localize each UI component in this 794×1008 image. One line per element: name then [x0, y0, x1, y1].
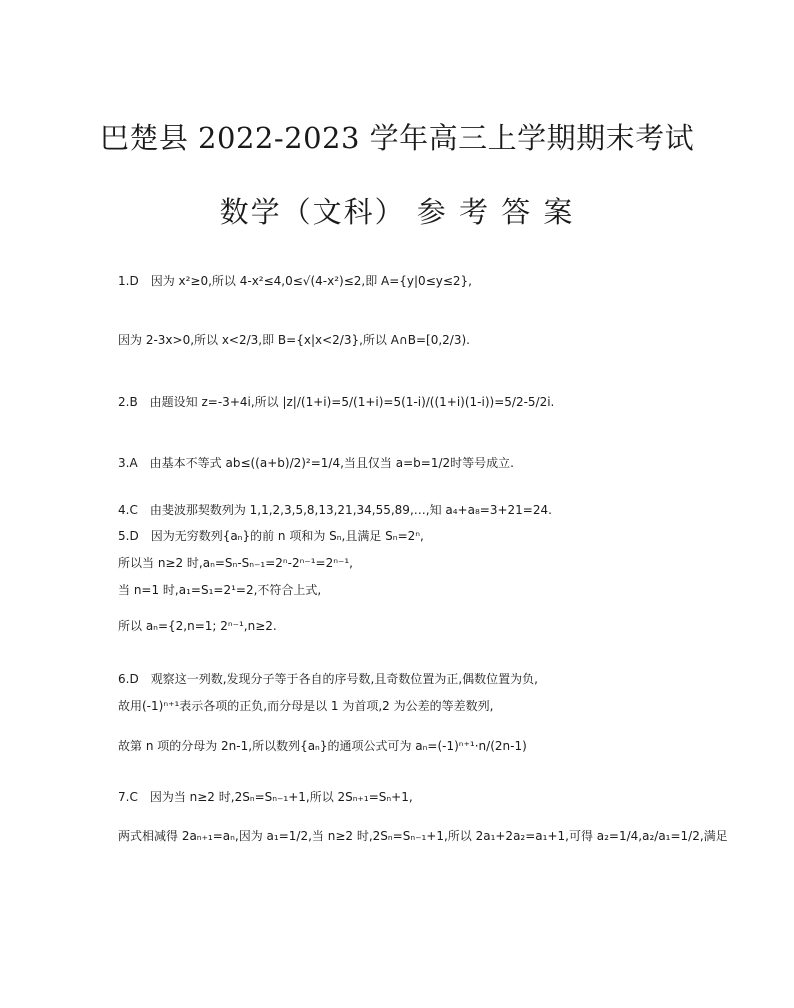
- answer-line-7: 所以当 n≥2 时,aₙ=Sₙ-Sₙ₋₁=2ⁿ-2ⁿ⁻¹=2ⁿ⁻¹,: [118, 556, 353, 570]
- answer-line-14: 两式相减得 2aₙ₊₁=aₙ,因为 a₁=1/2,当 n≥2 时,2Sₙ=Sₙ₋₁+1,所以 2a₁+2a₂=a₁+1,可得 a₂=1/4,a₂/a₁=1/2,满足: [118, 829, 728, 843]
- document-title: 巴楚县 2022-2023 学年高三上学期期末考试: [99, 121, 695, 155]
- answer-line-5: 4.C 由斐波那契数列为 1,1,2,3,5,8,13,21,34,55,89,…,知 a₄+a₈=3+21=24.: [118, 503, 552, 517]
- answer-line-3: 2.B 由题设知 z=-3+4i,所以 |z|/(1+i)=5/(1+i)=5(1-i)/((1+i)(1-i))=5/2-5/2i.: [118, 395, 555, 409]
- answer-line-12: 故第 n 项的分母为 2n-1,所以数列{aₙ}的通项公式可为 aₙ=(-1)ⁿ⁺¹·n/(2n-1): [118, 739, 527, 753]
- answer-line-4: 3.A 由基本不等式 ab≤((a+b)/2)²=1/4,当且仅当 a=b=1/2时等号成立.: [118, 456, 514, 470]
- answer-line-11: 故用(-1)ⁿ⁺¹表示各项的正负,而分母是以 1 为首项,2 为公差的等差数列,: [118, 699, 494, 713]
- answer-line-10: 6.D 观察这一列数,发现分子等于各自的序号数,且奇数位置为正,偶数位置为负,: [118, 672, 538, 686]
- answer-line-1: 1.D 因为 x²≥0,所以 4-x²≤4,0≤√(4-x²)≤2,即 A={y|0≤y≤2},: [118, 274, 472, 288]
- document-subtitle: 数学（文科） 参 考 答 案: [219, 195, 575, 229]
- answer-line-8: 当 n=1 时,a₁=S₁=2¹=2,不符合上式,: [118, 583, 322, 597]
- answer-line-2: 因为 2-3x>0,所以 x<2/3,即 B={x|x<2/3},所以 A∩B=[0,2/3).: [118, 333, 470, 347]
- answer-line-9: 所以 aₙ={2,n=1; 2ⁿ⁻¹,n≥2.: [118, 619, 277, 633]
- answer-line-6: 5.D 因为无穷数列{aₙ}的前 n 项和为 Sₙ,且满足 Sₙ=2ⁿ,: [118, 529, 424, 543]
- answer-line-13: 7.C 因为当 n≥2 时,2Sₙ=Sₙ₋₁+1,所以 2Sₙ₊₁=Sₙ+1,: [118, 790, 413, 804]
